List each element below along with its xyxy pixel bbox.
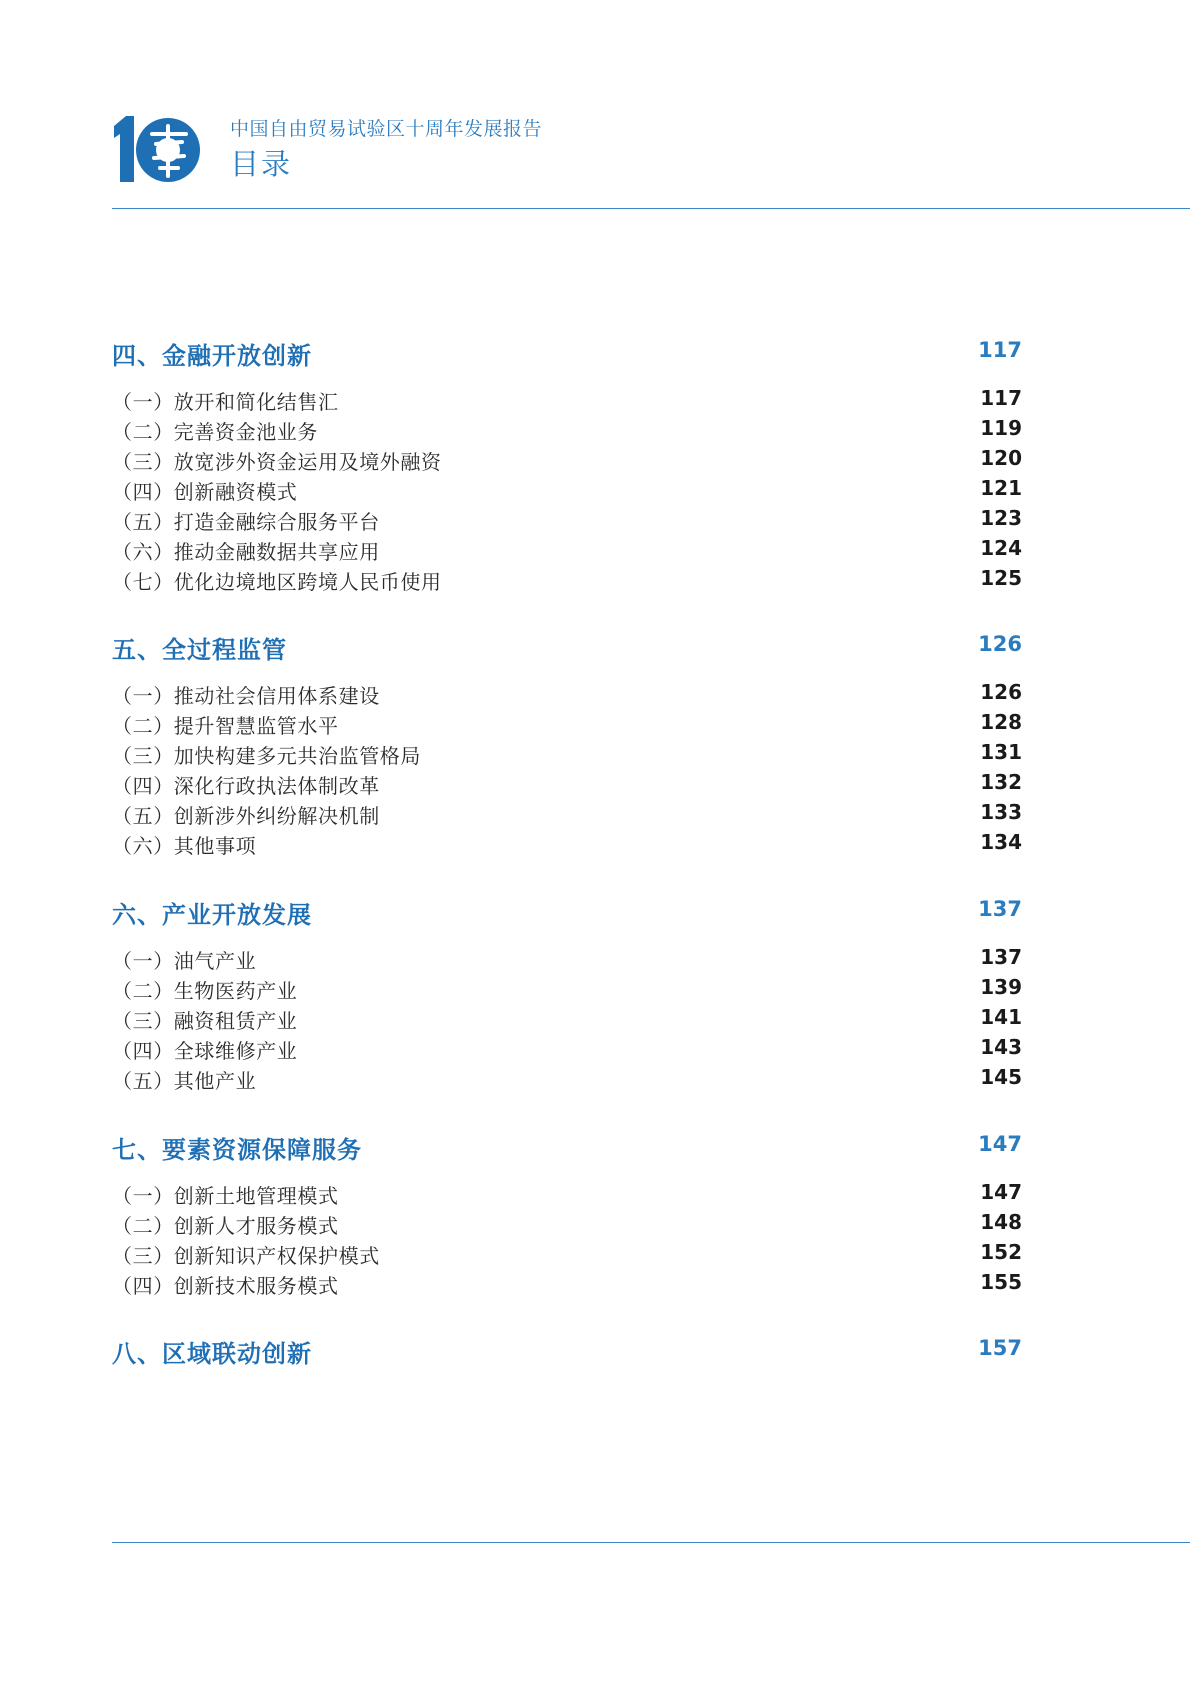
toc-item-title: （五）创新涉外纠纷解决机制 bbox=[112, 804, 380, 828]
toc-item-title: （二）完善资金池业务 bbox=[112, 420, 318, 444]
toc-item-page: 148 bbox=[980, 1210, 1022, 1234]
toc-item-title: （三）创新知识产权保护模式 bbox=[112, 1244, 380, 1268]
toc-section-page: 147 bbox=[978, 1132, 1022, 1156]
toc-item[interactable] bbox=[112, 505, 1022, 537]
toc-section-title: 七、要素资源保障服务 bbox=[112, 1136, 362, 1164]
toc-item-title: （一）放开和简化结售汇 bbox=[112, 390, 339, 414]
footer-divider bbox=[112, 1542, 1190, 1543]
toc-item-title: （六）推动金融数据共享应用 bbox=[112, 540, 380, 564]
toc-item-page: 120 bbox=[980, 446, 1022, 470]
toc-item-page: 132 bbox=[980, 770, 1022, 794]
toc-item[interactable] bbox=[112, 799, 1022, 831]
toc-item-title: （五）打造金融综合服务平台 bbox=[112, 510, 380, 534]
page-title: 目录 bbox=[230, 147, 293, 181]
toc-item[interactable] bbox=[112, 1004, 1022, 1036]
toc-item[interactable] bbox=[112, 535, 1022, 567]
toc-item-page: 139 bbox=[980, 975, 1022, 999]
toc-item-title: （三）融资租赁产业 bbox=[112, 1009, 298, 1033]
ten-year-logo bbox=[112, 112, 204, 184]
toc-item[interactable] bbox=[112, 1269, 1022, 1301]
report-subtitle: 中国自由贸易试验区十周年发展报告 bbox=[230, 118, 543, 140]
toc-item[interactable] bbox=[112, 1209, 1022, 1241]
toc-item-title: （四）全球维修产业 bbox=[112, 1039, 298, 1063]
toc-item-page: 123 bbox=[980, 506, 1022, 530]
toc-item-title: （三）放宽涉外资金运用及境外融资 bbox=[112, 450, 442, 474]
toc-section-page: 126 bbox=[978, 632, 1022, 656]
toc-item-page: 147 bbox=[980, 1180, 1022, 1204]
toc-item-title: （五）其他产业 bbox=[112, 1069, 257, 1093]
toc-item-page: 124 bbox=[980, 536, 1022, 560]
toc-item-title: （一）油气产业 bbox=[112, 949, 257, 973]
toc-item-title: （四）深化行政执法体制改革 bbox=[112, 774, 380, 798]
header-divider bbox=[112, 208, 1190, 209]
toc-section[interactable] bbox=[112, 630, 1022, 662]
toc-item-page: 134 bbox=[980, 830, 1022, 854]
toc-section[interactable] bbox=[112, 1130, 1022, 1162]
toc-item-title: （三）加快构建多元共治监管格局 bbox=[112, 744, 421, 768]
toc-item-page: 128 bbox=[980, 710, 1022, 734]
toc-section-title: 五、全过程监管 bbox=[112, 636, 287, 664]
toc-section-title: 八、区域联动创新 bbox=[112, 1340, 312, 1368]
toc-item[interactable] bbox=[112, 1064, 1022, 1096]
toc-section-page: 117 bbox=[978, 338, 1022, 362]
toc-item-title: （二）提升智慧监管水平 bbox=[112, 714, 339, 738]
toc-item[interactable] bbox=[112, 475, 1022, 507]
toc-item[interactable] bbox=[112, 739, 1022, 771]
page-header bbox=[0, 0, 1190, 210]
toc-item-title: （一）推动社会信用体系建设 bbox=[112, 684, 380, 708]
toc-section[interactable] bbox=[112, 336, 1022, 368]
toc-item-page: 155 bbox=[980, 1270, 1022, 1294]
toc-item[interactable] bbox=[112, 709, 1022, 741]
toc-item[interactable] bbox=[112, 679, 1022, 711]
toc-item-page: 131 bbox=[980, 740, 1022, 764]
toc-item[interactable] bbox=[112, 944, 1022, 976]
toc-section-page: 157 bbox=[978, 1336, 1022, 1360]
toc-item-page: 125 bbox=[980, 566, 1022, 590]
toc-item-page: 141 bbox=[980, 1005, 1022, 1029]
toc-item-title: （二）生物医药产业 bbox=[112, 979, 298, 1003]
toc-item-title: （四）创新技术服务模式 bbox=[112, 1274, 339, 1298]
toc-item[interactable] bbox=[112, 829, 1022, 861]
toc-item[interactable] bbox=[112, 1239, 1022, 1271]
toc-section[interactable] bbox=[112, 895, 1022, 927]
toc-section-title: 六、产业开放发展 bbox=[112, 901, 312, 929]
toc-item[interactable] bbox=[112, 385, 1022, 417]
toc-item-page: 137 bbox=[980, 945, 1022, 969]
toc-item-title: （四）创新融资模式 bbox=[112, 480, 298, 504]
toc-item[interactable] bbox=[112, 1179, 1022, 1211]
toc-item[interactable] bbox=[112, 415, 1022, 447]
toc-item[interactable] bbox=[112, 565, 1022, 597]
toc-item-page: 126 bbox=[980, 680, 1022, 704]
toc-item-page: 119 bbox=[980, 416, 1022, 440]
toc-item-title: （二）创新人才服务模式 bbox=[112, 1214, 339, 1238]
toc-item-page: 143 bbox=[980, 1035, 1022, 1059]
toc-item-page: 145 bbox=[980, 1065, 1022, 1089]
toc-item-title: （六）其他事项 bbox=[112, 834, 257, 858]
toc-item-page: 133 bbox=[980, 800, 1022, 824]
toc-item-title: （一）创新土地管理模式 bbox=[112, 1184, 339, 1208]
toc-section[interactable] bbox=[112, 1334, 1022, 1366]
toc-item[interactable] bbox=[112, 1034, 1022, 1066]
toc-item[interactable] bbox=[112, 769, 1022, 801]
toc-item-page: 117 bbox=[980, 386, 1022, 410]
toc-item-page: 121 bbox=[980, 476, 1022, 500]
toc-item-title: （七）优化边境地区跨境人民币使用 bbox=[112, 570, 442, 594]
toc-item[interactable] bbox=[112, 974, 1022, 1006]
toc-section-page: 137 bbox=[978, 897, 1022, 921]
toc-section-title: 四、金融开放创新 bbox=[112, 342, 312, 370]
toc-item-page: 152 bbox=[980, 1240, 1022, 1264]
toc-item[interactable] bbox=[112, 445, 1022, 477]
